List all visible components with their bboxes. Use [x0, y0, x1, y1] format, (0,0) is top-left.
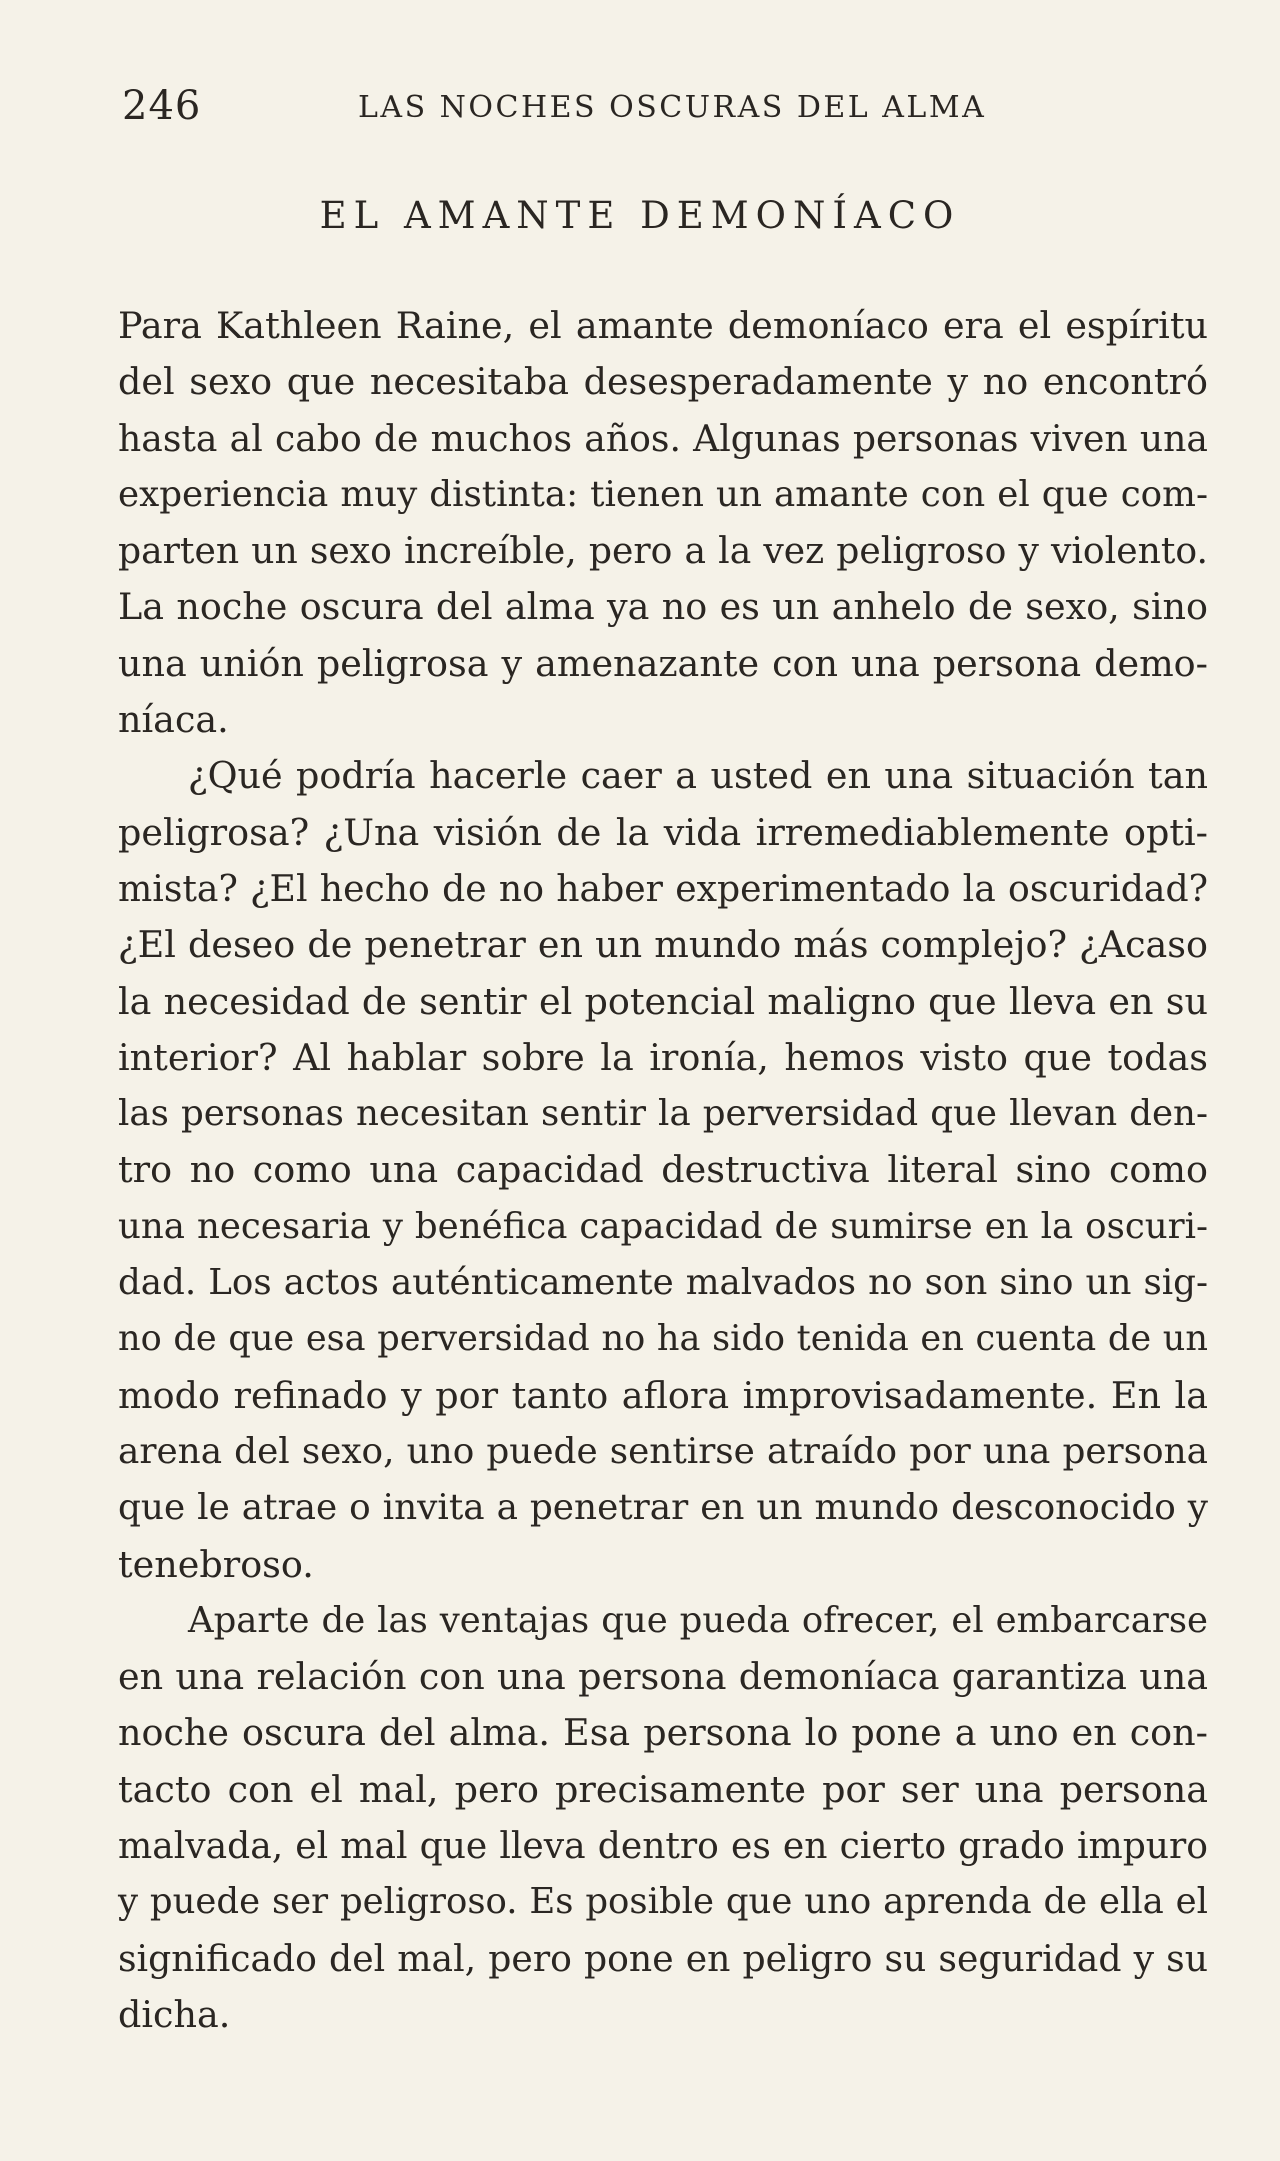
text-line: las personas necesitan sentir la perversidad que llevan den-: [118, 1093, 1208, 1135]
text-line: noche oscura del alma. Esa persona lo pone a uno en con-: [118, 1711, 1208, 1755]
page-number: 246: [122, 83, 202, 129]
text-line: significado del mal, pero pone en peligro su seguridad y su: [118, 1936, 1208, 1980]
text-line: tacto con el mal, pero precisamente por ser una persona: [118, 1767, 1208, 1811]
paragraph: [118, 1593, 1208, 2043]
text-line: mista? ¿El hecho de no haber experimentado la oscuridad?: [118, 866, 1208, 910]
text-line: La noche oscura del alma ya no es un anhelo de sexo, sino: [118, 585, 1208, 629]
text-line: una unión peligrosa y amenazante con una persona demo-: [118, 641, 1208, 685]
text-line: experiencia muy distinta: tienen un amante con el que com-: [118, 473, 1208, 515]
text-line: arena del sexo, uno puede sentirse atraído por una persona: [118, 1430, 1208, 1472]
section-title: EL AMANTE DEMONÍACO: [319, 194, 961, 237]
text-line: malvada, el mal que lleva dentro es en cierto grado impuro: [118, 1825, 1208, 1868]
text-line: Para Kathleen Raine, el amante demoníaco era el espíritu: [118, 304, 1208, 347]
text-line: hasta al cabo de muchos años. Algunas personas viven una: [118, 416, 1208, 460]
book-title: LAS NOCHES OSCURAS DEL ALMA: [358, 90, 987, 125]
text-line: tro no como una capacidad destructiva literal sino como: [118, 1148, 1208, 1192]
text-line: una necesaria y benéfica capacidad de sumirse en la oscuri-: [118, 1205, 1208, 1247]
text-line: que le atrae o invita a penetrar en un mundo desconocido y: [118, 1487, 1208, 1529]
paragraph: [118, 748, 1208, 1592]
paragraph: [118, 298, 1208, 748]
text-line: ¿El deseo de penetrar en un mundo más complejo? ¿Acaso: [118, 923, 1208, 967]
text-line: del sexo que necesitaba desesperadamente y no encontró: [118, 360, 1208, 404]
text-line: interior? Al hablar sobre la ironía, hemos visto que todas: [118, 1035, 1208, 1079]
text-line: parten un sexo increíble, pero a la vez peligroso y violento.: [118, 529, 1208, 573]
text-line: tenebroso.: [118, 1542, 314, 1586]
text-line: modo refinado y por tanto aflora improvisadamente. En la: [118, 1373, 1208, 1417]
text-line: en una relación con una persona demoníaca garantiza una: [118, 1655, 1208, 1699]
running-head: [118, 84, 1208, 128]
text-line: dicha.: [118, 1992, 231, 2036]
text-line: peligrosa? ¿Una visión de la vida irremediablemente opti-: [118, 810, 1208, 854]
text-line: y puede ser peligroso. Es posible que uno aprenda de ella el: [118, 1881, 1208, 1923]
text-line: la necesidad de sentir el potencial maligno que lleva en su: [118, 979, 1208, 1023]
text-line: no de que esa perversidad no ha sido tenida en cuenta de un: [118, 1318, 1208, 1360]
text-line: Aparte de las ventajas que pueda ofrecer, el embarcarse: [188, 1599, 1208, 1641]
text-line: níaca.: [118, 698, 229, 742]
text-line: ¿Qué podría hacerle caer a usted en una situación tan: [188, 754, 1208, 798]
text-line: dad. Los actos auténticamente malvados no son sino un sig-: [118, 1262, 1208, 1304]
body-text: [118, 298, 1208, 2043]
